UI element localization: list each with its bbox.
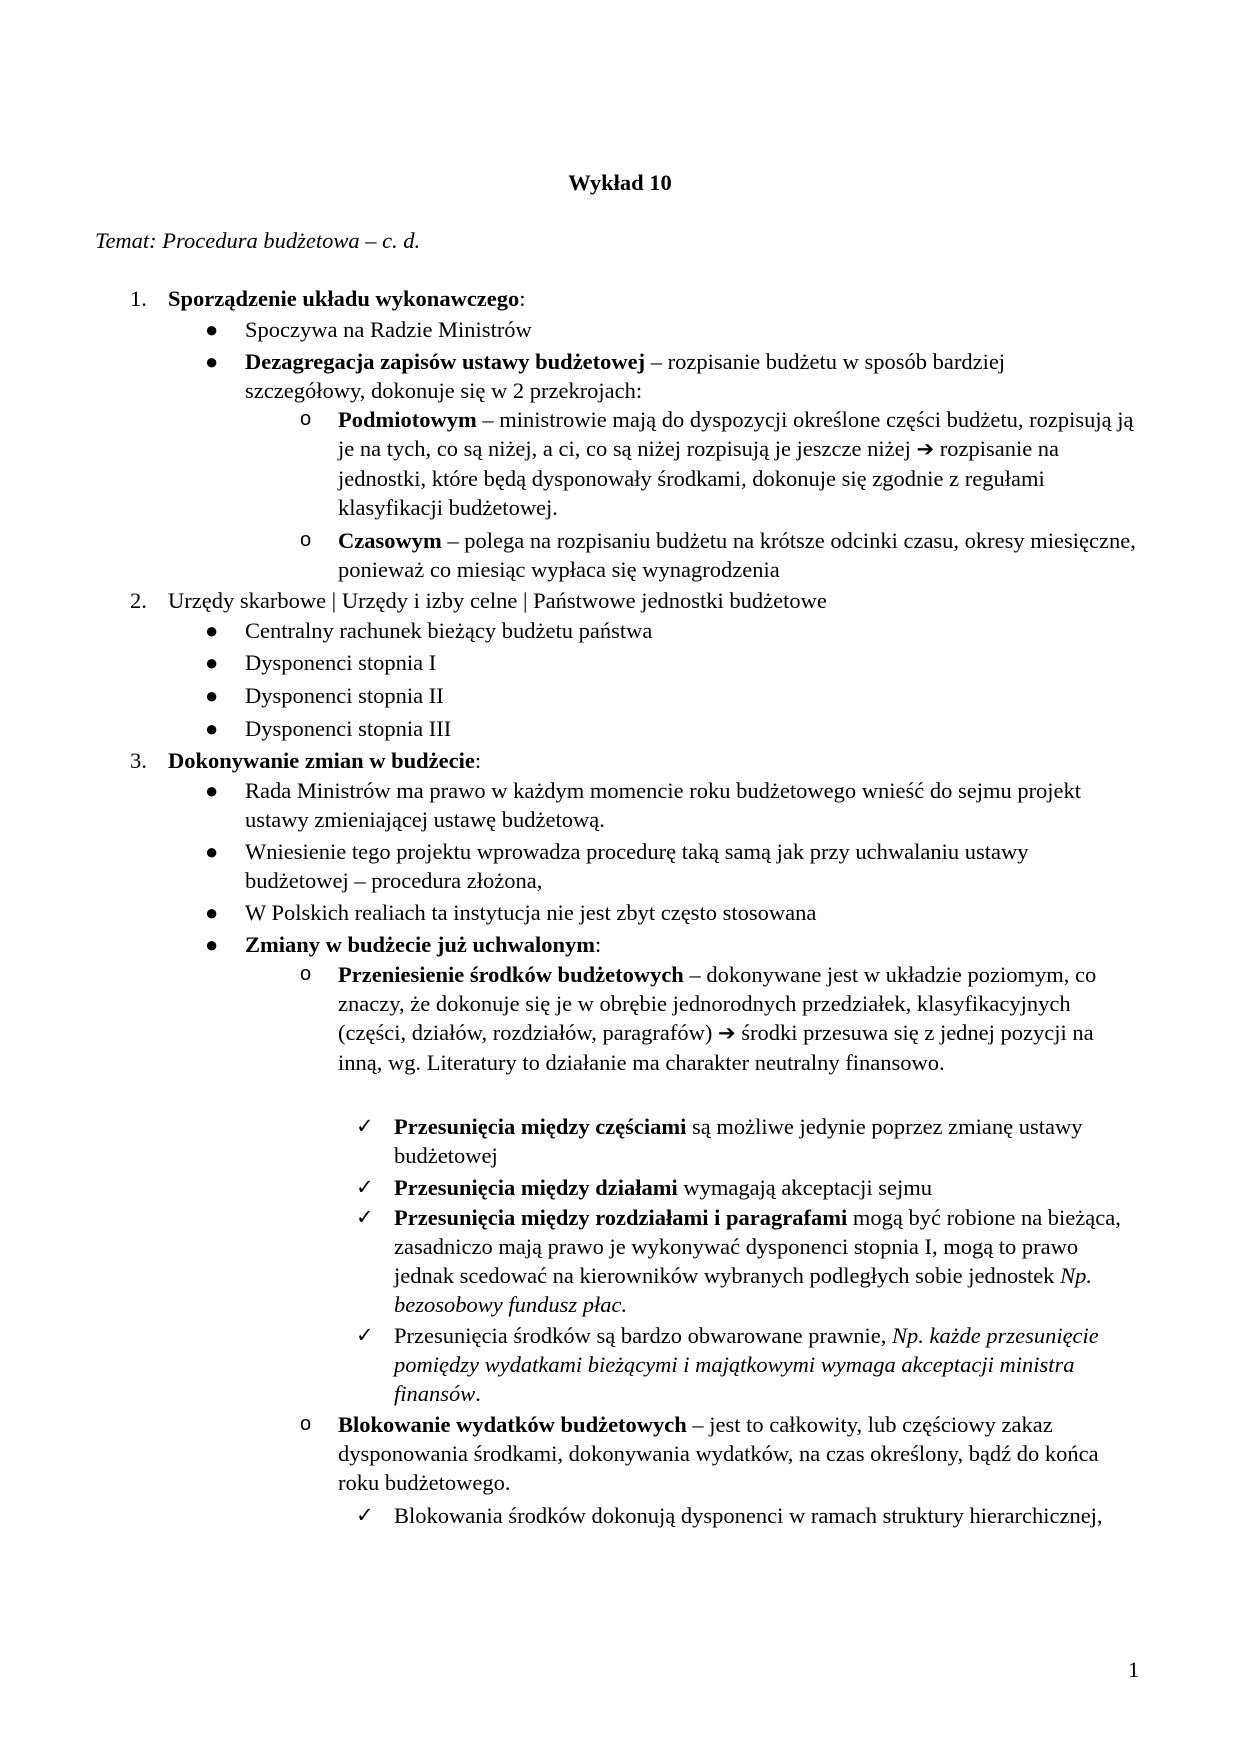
bullet-icon: ●	[205, 618, 219, 643]
check-list-item: ✓ Przesunięcia między częściami są możliwe jedynie poprzez zmianę ustawy budżetowej	[356, 1114, 1083, 1168]
arrow-right-icon: ➔	[916, 437, 935, 461]
list-item: ● W Polskich realiach ta instytucja nie jest zbyt często stosowana	[205, 900, 817, 925]
list-item: ● Dysponenci stopnia I	[205, 650, 437, 675]
arrow-right-icon: ➔	[718, 1021, 736, 1045]
sub-list-item: o Czasowym – polega na rozpisaniu budżetu na krótsze odcinki czasu, okresy miesięczne, ponieważ co miesiąc wypłaca się wynagrodzenia	[300, 528, 1136, 582]
bullet-icon: ●	[205, 683, 219, 708]
bullet-icon: ●	[205, 650, 219, 675]
section-heading: Urzędy skarbowe | Urzędy i izby celne | Państwowe jednostki budżetowe	[168, 588, 827, 613]
checkmark-icon: ✓	[356, 1503, 374, 1527]
checkmark-icon: ✓	[356, 1205, 374, 1229]
list-item: ● Wniesienie tego projektu wprowadza procedurę taką samą jak przy uchwalaniu ustawy budżetowej – procedura złożona,	[205, 839, 1029, 893]
circle-bullet-icon: o	[300, 1413, 312, 1435]
checkmark-icon: ✓	[356, 1114, 374, 1138]
bullet-icon: ●	[205, 932, 219, 957]
list-item: ● Spoczywa na Radzie Ministrów	[205, 317, 532, 342]
bullet-icon: ●	[205, 839, 219, 864]
bullet-icon: ●	[205, 900, 219, 925]
circle-bullet-icon: o	[300, 408, 312, 430]
circle-bullet-icon: o	[300, 529, 312, 551]
checkmark-icon: ✓	[356, 1175, 374, 1199]
bullet-icon: ●	[205, 317, 219, 342]
bullet-icon: ●	[205, 716, 219, 741]
bullet-icon: ●	[205, 349, 219, 374]
check-list-item: ✓ Przesunięcia między rozdziałami i paragrafami mogą być robione na bieżąca, zasadniczo mają prawo je wykonywać dysponenci stopnia I, mogą to prawo jednak scedować na kierowników wybranych podległych sobie jednostek Np. bezosobowy fundusz płac.	[356, 1205, 1121, 1317]
circle-bullet-icon: o	[300, 963, 312, 985]
bullet-icon: ●	[205, 778, 219, 803]
lecture-topic: Temat: Procedura budżetowa – c. d.	[95, 228, 421, 253]
checkmark-icon: ✓	[356, 1323, 374, 1347]
list-item: ● Rada Ministrów ma prawo w każdym momencie roku budżetowego wnieść do sejmu projekt ustawy zmieniającej ustawę budżetową.	[205, 778, 1082, 832]
list-item: ● Centralny rachunek bieżący budżetu państwa	[205, 618, 653, 643]
list-item: ● Dysponenci stopnia II	[205, 683, 444, 708]
list-item: ● Dysponenci stopnia III	[205, 716, 452, 741]
sub-list-item: o Przeniesienie środków budżetowych – dokonywane jest w układzie poziomym, co znaczy, że dokonuje się je w obrębie jednorodnych przedziałek, klasyfikacyjnych (części, działów, rozdziałów, paragrafów) ➔ środki przesuwa się z jednej pozycji na inną, wg. Literatury to działanie ma charakter neutralny finansowo.	[300, 962, 1097, 1075]
section-number: 1.	[130, 286, 147, 311]
section-heading: Dokonywanie zmian w budżecie:	[168, 748, 482, 773]
section-number: 2.	[130, 588, 147, 613]
page-number: 1	[1128, 1657, 1140, 1682]
sub-list-item: o Podmiotowym – ministrowie mają do dyspozycji określone części budżetu, rozpisują ją je na tych, co są niżej, a ci, co są niżej rozpisują je jeszcze niżej ➔ rozpisanie na jednostki, które będą dysponowały środkami, dokonuje się zgodnie z regułami klasyfikacji budżetowej.	[300, 407, 1134, 520]
check-list-item: ✓ Blokowania środków dokonują dysponenci w ramach struktury hierarchicznej,	[356, 1503, 1103, 1528]
sub-list-item: o Blokowanie wydatków budżetowych – jest to całkowity, lub częściowy zakaz dysponowania środkami, dokonywania wydatków, na czas określony, bądź do końca roku budżetowego.	[300, 1412, 1099, 1495]
list-item: ● Zmiany w budżecie już uchwalonym:	[205, 932, 602, 957]
section-number: 3.	[130, 748, 147, 773]
check-list-item: ✓ Przesunięcia między działami wymagają akceptacji sejmu	[356, 1175, 932, 1200]
check-list-item: ✓ Przesunięcia środków są bardzo obwarowane prawnie, Np. każde przesunięcie pomiędzy wydatkami bieżącymi i majątkowymi wymaga akceptacji ministra finansów.	[356, 1323, 1099, 1406]
lecture-title: Wykład 10	[568, 170, 672, 195]
list-item: ● Dezagregacja zapisów ustawy budżetowej – rozpisanie budżetu w sposób bardziej szczegółowy, dokonuje się w 2 przekrojach:	[205, 349, 1006, 403]
section-heading: Sporządzenie układu wykonawczego:	[168, 286, 526, 311]
